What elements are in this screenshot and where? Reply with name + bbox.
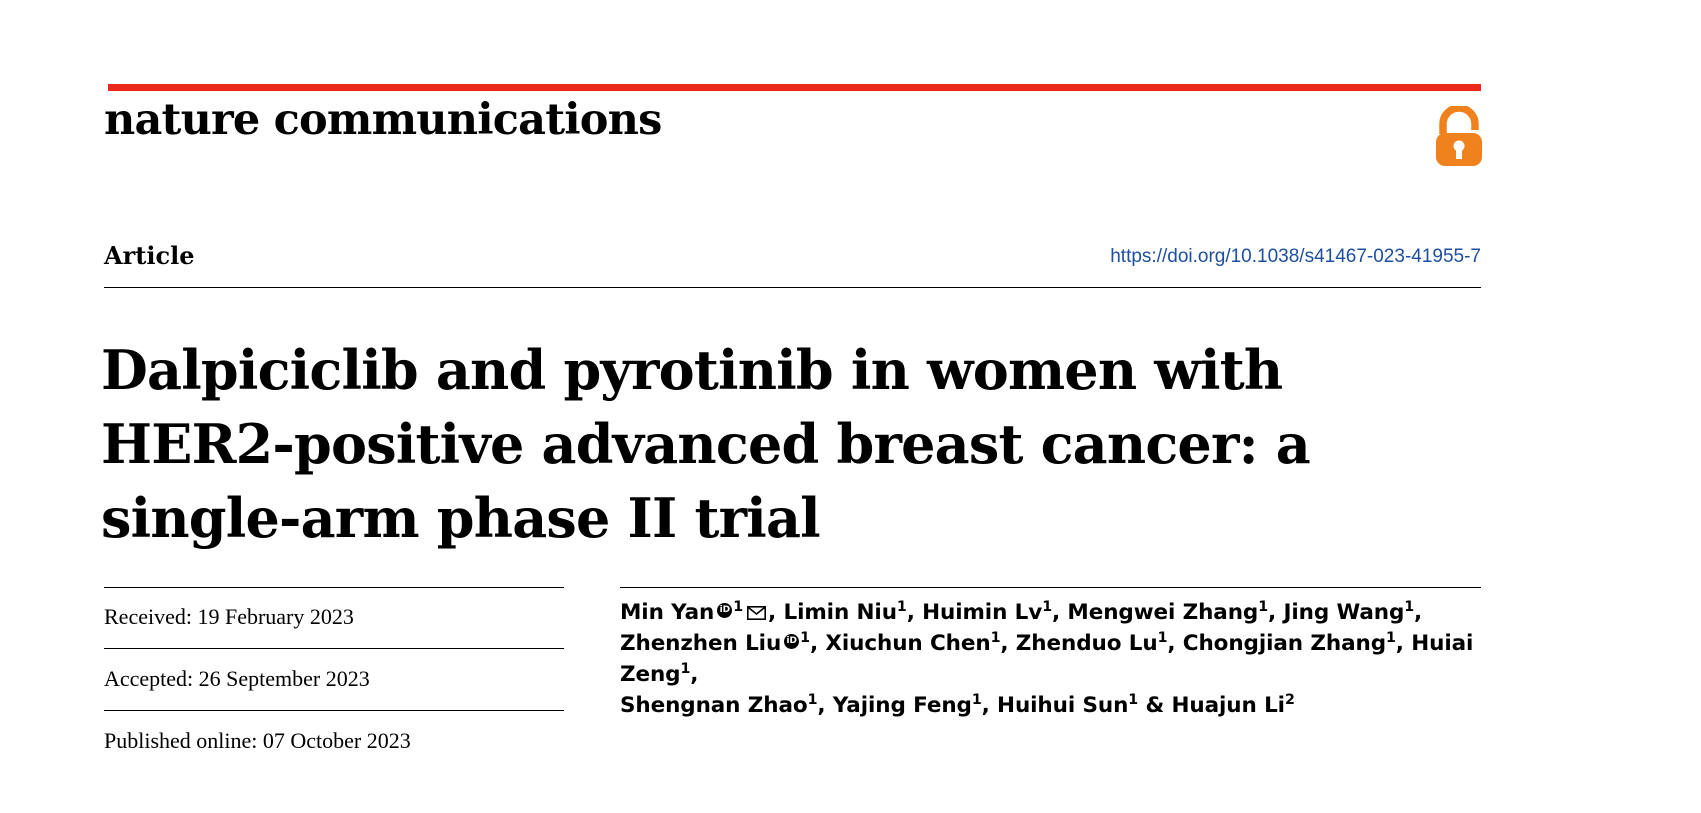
author-name: Zhenzhen Liu: [620, 631, 782, 656]
author-name: , Zhenduo Lu: [1000, 631, 1158, 656]
article-header-row: [104, 240, 1481, 282]
author-name: , Huihui Sun: [981, 693, 1129, 718]
author-separator: ,: [1414, 600, 1423, 625]
author-affiliation-marker: 1: [1128, 691, 1139, 708]
author-affiliation-marker: 1: [733, 598, 744, 615]
author-list: [620, 597, 1492, 721]
date-published: Published online: 07 October 2023: [104, 728, 411, 753]
author-name: , Chongjian Zhang: [1167, 631, 1386, 656]
author-affiliation-marker: 1: [1258, 598, 1268, 615]
author-name: , Xiuchun Chen: [809, 631, 991, 656]
author-affiliation-marker: 1: [896, 598, 907, 615]
author-separator: ,: [690, 662, 699, 687]
author-affiliation-marker: 1: [1157, 629, 1168, 646]
doi-link[interactable]: https://doi.org/10.1038/s41467-023-41955-7: [1110, 246, 1481, 267]
author-affiliation-marker: 1: [1042, 598, 1052, 615]
authors-top-divider: [620, 587, 1481, 588]
author-name: & Huajun Li: [1138, 693, 1285, 718]
author-name: Shengnan Zhao: [620, 693, 808, 718]
page-title: Dalpiciclib and pyrotinib in women with HER2-positive advanced breast cancer: a single-arm phase II trial: [101, 338, 1310, 551]
author-affiliation-marker: 1: [807, 691, 818, 708]
open-access-icon: [1433, 106, 1485, 168]
author-affiliation-marker: 1: [1386, 629, 1396, 646]
date-received: Received: 19 February 2023: [104, 587, 564, 649]
date-accepted: Accepted: 26 September 2023: [104, 649, 564, 711]
author-name: , Huiai Zeng: [620, 631, 1474, 687]
header-divider: [104, 287, 1481, 288]
author-name: , Huimin Lv: [906, 600, 1043, 625]
author-affiliation-marker: 1: [990, 629, 1001, 646]
publication-dates: [104, 587, 564, 772]
author-name: , Jing Wang: [1268, 600, 1405, 625]
journal-masthead: nature communications: [104, 95, 662, 145]
top-accent-rule: [108, 84, 1481, 91]
author-name: Min Yan: [620, 600, 715, 625]
author-affiliation-marker: 1: [971, 691, 982, 708]
envelope-icon[interactable]: [747, 606, 766, 620]
author-affiliation-marker: 2: [1284, 691, 1295, 708]
author-affiliation-marker: 1: [800, 629, 810, 646]
author-name: , Limin Niu: [768, 600, 897, 625]
orcid-icon[interactable]: [717, 603, 732, 618]
author-affiliation-marker: 1: [680, 660, 691, 677]
author-affiliation-marker: 1: [1404, 598, 1415, 615]
author-name: , Yajing Feng: [817, 693, 972, 718]
orcid-icon[interactable]: [784, 634, 799, 649]
author-name: , Mengwei Zhang: [1051, 600, 1259, 625]
article-type-label: Article: [104, 241, 195, 270]
